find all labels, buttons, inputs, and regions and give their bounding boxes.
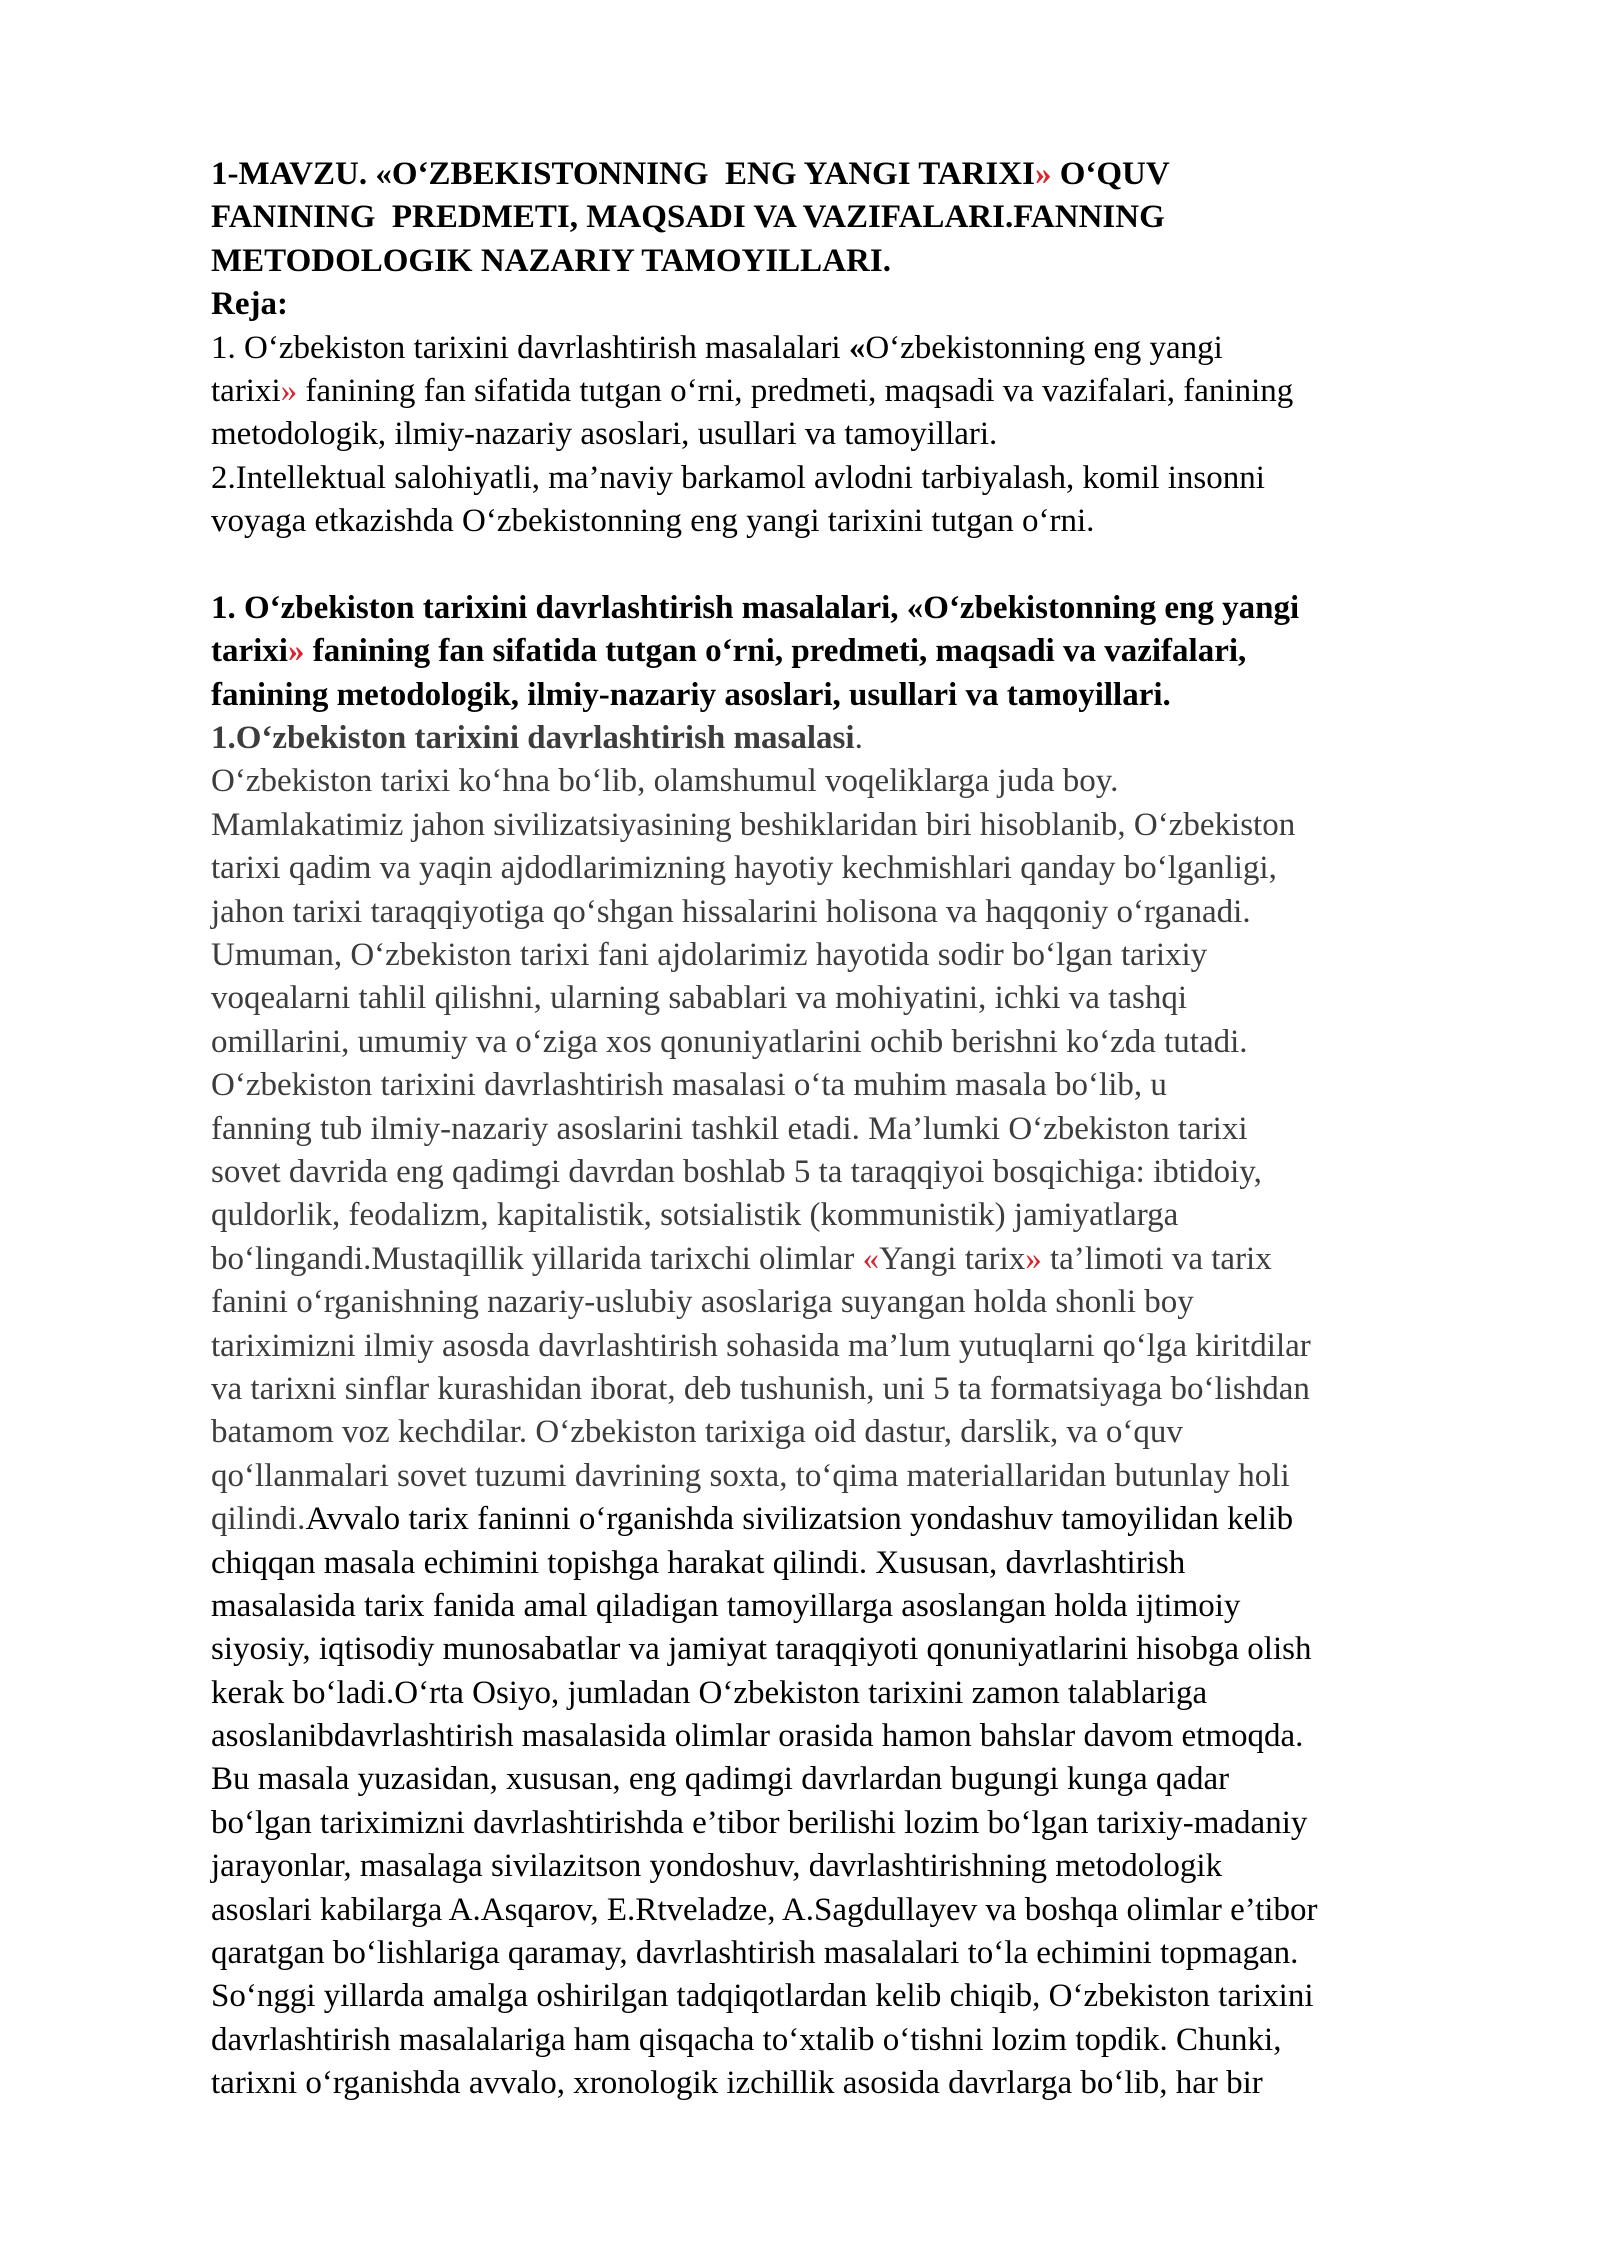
- body-line: [211, 1889, 1511, 1932]
- body-line: [211, 1672, 1511, 1715]
- text-run: fanning tub ilmiy-nazariy asoslarini tashkil etadi. Ma’lumki O‘zbekiston tarixi: [211, 1110, 1248, 1147]
- subsection-heading: [211, 717, 1511, 760]
- reja-label: Reja:: [211, 286, 288, 323]
- body-line: [211, 934, 1511, 977]
- plan-line: [211, 457, 1511, 500]
- body-line: [211, 1628, 1511, 1671]
- text-run: ta’limoti va tarix: [1041, 1240, 1272, 1277]
- body-line: [211, 1715, 1511, 1758]
- body-line: [211, 1194, 1511, 1237]
- text-run: tarixni o‘rganishda avvalo, xronologik izchillik asosida davrlarga bo‘lib, har bir: [211, 2065, 1263, 2102]
- spacer: [211, 544, 1511, 587]
- text-run: «: [862, 1240, 880, 1277]
- text-run: voyaga etkazishda O‘zbekistonning eng yangi tarixini tutgan o‘rni.: [211, 503, 1095, 540]
- title-line: [211, 153, 1511, 196]
- body-line: [211, 1845, 1511, 1888]
- text-run: O‘QUV: [1051, 156, 1170, 192]
- body-line: [211, 1498, 1511, 1541]
- body-line: [211, 1325, 1511, 1368]
- body-text: [211, 760, 1511, 2105]
- text-run: va tarixni sinflar kurashidan iborat, deb tushunish, uni 5 ta formatsiyaga bo‘lishdan: [211, 1370, 1310, 1407]
- section-heading-line: [211, 630, 1511, 673]
- text-run: asoslari kabilarga A.Asqarov, E.Rtveladze, A.Sagdullayev va boshqa olimlar e’tibor: [211, 1891, 1318, 1928]
- body-line: [211, 1281, 1511, 1324]
- text-run: qilindi.: [211, 1501, 306, 1538]
- body-line: [211, 1975, 1511, 2018]
- body-line: [211, 1021, 1511, 1064]
- text-run: kerak bo‘ladi.O‘rta Osiyo, jumladan O‘zbekiston tarixini zamon talablariga: [211, 1674, 1208, 1711]
- text-run: asoslanibdavrlashtirish masalasida olimlar orasida hamon bahslar davom etmoqda.: [211, 1718, 1304, 1755]
- body-line: [211, 804, 1511, 847]
- plan-list: [211, 327, 1511, 544]
- text-run: 1-MAVZU. «O‘ZBEKISTONNING ENG YANGI TARIXI: [211, 156, 1035, 192]
- text-run: 1.O‘zbekiston tarixini davrlashtirish masalasi: [211, 720, 855, 757]
- body-line: [211, 1064, 1511, 1107]
- text-run: Umuman, O‘zbekiston tarixi fani ajdolarimiz hayotida sodir bo‘lgan tarixiy: [211, 937, 1208, 974]
- text-run: bo‘lingandi.Mustaqillik yillarida tarixchi olimlar: [211, 1240, 863, 1277]
- text-run: tarixi: [211, 372, 281, 409]
- body-line: [211, 1585, 1511, 1628]
- text-run: FANINING PREDMETI, MAQSADI VA VAZIFALARI.FANNING: [211, 199, 1165, 236]
- plan-line: [211, 413, 1511, 456]
- body-line: [211, 1455, 1511, 1498]
- text-run: Bu masala yuzasidan, xususan, eng qadimgi davrlardan bugungi kunga qadar: [211, 1761, 1230, 1798]
- section-heading-line: [211, 674, 1511, 717]
- text-run: quldorlik, feodalizm, kapitalistik, sotsialistik (kommunistik) jamiyatlarga: [211, 1197, 1179, 1234]
- text-run: fanining metodologik, ilmiy-nazariy asoslari, usullari va tamoyillari.: [211, 676, 1171, 713]
- plan-line: [211, 370, 1511, 413]
- text-run: Yangi tarix: [879, 1240, 1026, 1277]
- text-run: batamom voz kechdilar. O‘zbekiston tarixiga oid dastur, darslik, va o‘quv: [211, 1414, 1183, 1451]
- section-heading-line: [211, 587, 1511, 630]
- text-run: omillarini, umumiy va o‘ziga xos qonuniyatlarini ochib berishni ko‘zda tutadi.: [211, 1023, 1248, 1060]
- text-run: 1. O‘zbekiston tarixini davrlashtirish masalalari, «O‘zbekistonning eng yangi: [211, 589, 1300, 626]
- body-line: [211, 2019, 1511, 2062]
- section-heading: [211, 587, 1511, 717]
- body-line: [211, 1108, 1511, 1151]
- text-run: 1. O‘zbekiston tarixini davrlashtirish masalalari: [211, 329, 849, 366]
- text-run: »: [280, 372, 298, 409]
- plan-line: [211, 327, 1511, 370]
- text-run: .: [854, 720, 863, 757]
- text-run: So‘nggi yillarda amalga oshirilgan tadqiqotlardan kelib chiqib, O‘zbekiston tarixini: [211, 1978, 1314, 2015]
- body-line: [211, 977, 1511, 1020]
- text-run: »: [287, 633, 305, 670]
- body-line: [211, 1151, 1511, 1194]
- text-run: tariximizni ilmiy asosda davrlashtirish sohasida ma’lum yutuqlarni qo‘lga kiritdilar: [211, 1327, 1311, 1364]
- text-run: sovet davrida eng qadimgi davrdan boshlab 5 ta taraqqiyoi bosqichiga: ibtidoiy,: [211, 1153, 1262, 1190]
- body-line: [211, 1411, 1511, 1454]
- body-line: [211, 847, 1511, 890]
- body-line: [211, 1802, 1511, 1845]
- text-run: jarayonlar, masalaga sivilazitson yondoshuv, davrlashtirishning metodologik: [211, 1848, 1223, 1885]
- document-title: [211, 153, 1511, 283]
- title-line: [211, 240, 1511, 283]
- text-run: chiqqan masala echimini topishga harakat qilindi. Xususan, davrlashtirish: [211, 1544, 1186, 1581]
- text-run: Avvalo tarix faninni o‘rganishda sivilizatsion yondashuv tamoyilidan kelib: [305, 1501, 1294, 1538]
- body-line: [211, 1368, 1511, 1411]
- text-run: jahon tarixi taraqqiyotiga qo‘shgan hissalarini holisona va haqqoniy o‘rganadi.: [211, 893, 1251, 930]
- document-page: [211, 153, 1511, 2106]
- text-run: O‘zbekiston tarixini davrlashtirish masalasi o‘ta muhim masala bo‘lib, u: [211, 1067, 1167, 1104]
- body-line: [211, 1238, 1511, 1281]
- body-line: [211, 2062, 1511, 2105]
- text-run: qaratgan bo‘lishlariga qaramay, davrlashtirish masalalari to‘la echimini topmagan.: [211, 1935, 1299, 1972]
- text-run: tarixi: [211, 633, 288, 670]
- text-run: »: [1025, 1240, 1042, 1277]
- body-line: [211, 1758, 1511, 1801]
- text-run: siyosiy, iqtisodiy munosabatlar va jamiyat taraqqiyoti qonuniyatlarini hisobga olish: [211, 1631, 1312, 1668]
- body-line: [211, 760, 1511, 803]
- text-run: fanini o‘rganishning nazariy-uslubiy asoslariga suyangan holda shonli boy: [211, 1284, 1194, 1321]
- text-run: Mamlakatimiz jahon sivilizatsiyasining beshiklaridan biri hisoblanib, O‘zbekiston: [211, 806, 1296, 843]
- text-run: O‘zbekistonning eng yangi: [865, 329, 1223, 366]
- text-run: bo‘lgan tariximizni davrlashtirishda e’tibor berilishi lozim bo‘lgan tarixiy-madaniy: [211, 1804, 1308, 1841]
- body-line: [211, 1932, 1511, 1975]
- body-line: [211, 891, 1511, 934]
- text-run: qo‘llanmalari sovet tuzumi davrining soxta, to‘qima materiallaridan butunlay holi: [211, 1457, 1290, 1494]
- text-run: O‘zbekiston tarixi ko‘hna bo‘lib, olamshumul voqeliklarga juda boy.: [211, 763, 1119, 800]
- body-line: [211, 1542, 1511, 1585]
- text-run: davrlashtirish masalalariga ham qisqacha to‘xtalib o‘tishni lozim topdik. Chunki,: [211, 2021, 1282, 2058]
- text-run: 2.Intellektual salohiyatli, ma’naviy barkamol avlodni tarbiyalash, komil insonni: [211, 459, 1265, 496]
- text-run: tarixi qadim va yaqin ajdodlarimizning hayotiy kechmishlari qanday bo‘lganligi,: [211, 850, 1277, 887]
- text-run: masalasida tarix fanida amal qiladigan tamoyillarga asoslangan holda ijtimoiy: [211, 1587, 1241, 1624]
- plan-line: [211, 500, 1511, 543]
- title-line: [211, 196, 1511, 239]
- text-run: fanining fan sifatida tutgan o‘rni, predmeti, maqsadi va vazifalari,: [304, 633, 1247, 670]
- text-run: »: [1034, 156, 1052, 192]
- subheading-line: [211, 717, 1511, 760]
- text-run: METODOLOGIK NAZARIY TAMOYILLARI.: [211, 242, 891, 279]
- text-run: voqealarni tahlil qilishni, ularning sabablari va mohiyatini, ichki va tashqi: [211, 980, 1188, 1017]
- text-run: fanining fan sifatida tutgan o‘rni, predmeti, maqsadi va vazifalari, fanining: [297, 372, 1294, 409]
- text-run: metodologik, ilmiy-nazariy asoslari, usullari va tamoyillari.: [211, 416, 998, 453]
- text-run: «: [848, 329, 866, 366]
